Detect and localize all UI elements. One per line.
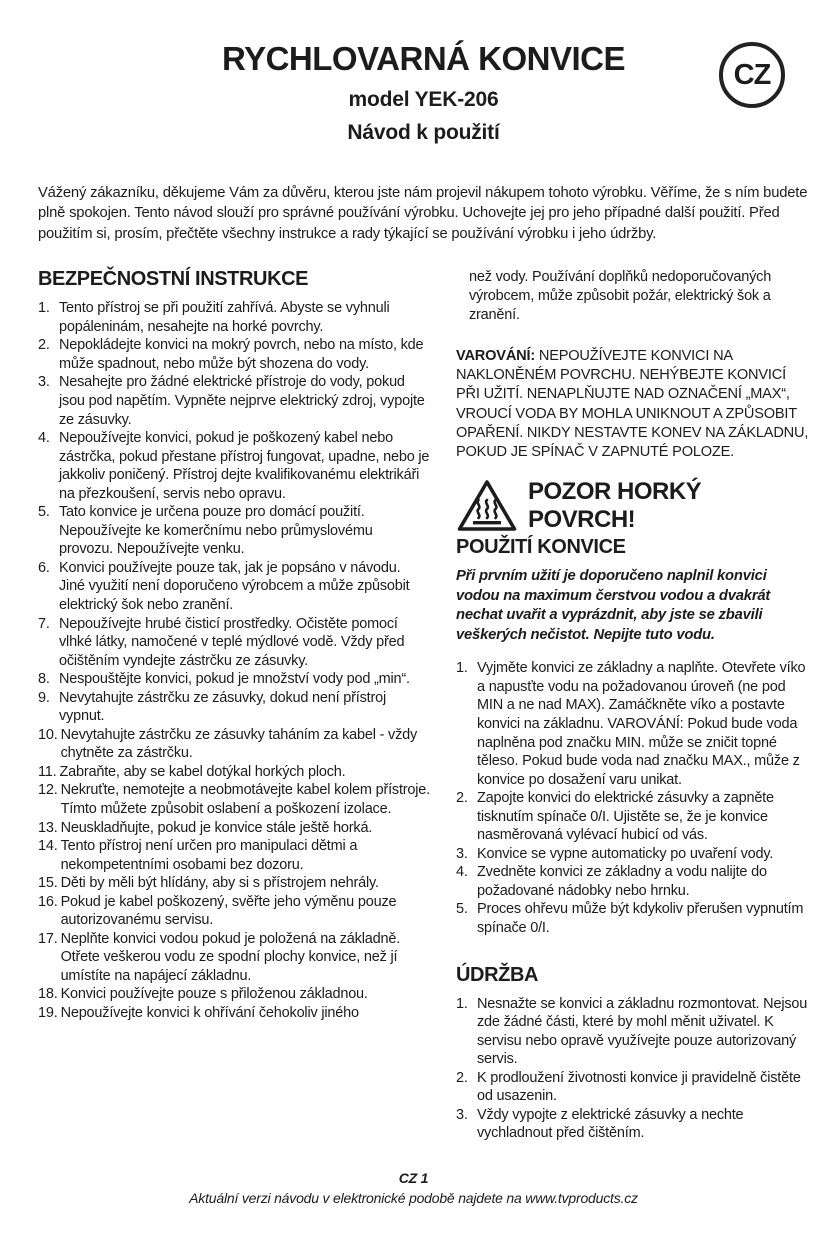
usage-list (456, 659, 809, 937)
item-number: 17. (38, 930, 58, 947)
item-number: 8. (38, 671, 50, 688)
list-item (38, 689, 430, 726)
item-number: 19. (38, 1005, 58, 1021)
item-text: Vyjměte konvici ze základny a naplňte. Otevřete víko a napusťte vodu na požadovanou úroveň (ne pod MIN a ne nad MAX). Zamáčkněte víko a postavte konvici na základnu. VAROVÁNÍ: Pokud bude voda naplněna pod značku MIN. může se zničit topné těleso. Pokud bude voda nad značku MAX., může z konvice po dosažení varu unikat. (477, 660, 806, 788)
item-text: Nevytahujte zástrčku ze zásuvky taháním za kabel - vždy chytněte za zástrčku. (60, 726, 418, 762)
item-text: Tento přístroj není určen pro manipulaci dětmi a nekompetentními osobami bez dozoru. (60, 838, 358, 873)
item-number: 6. (38, 559, 50, 576)
list-item (38, 893, 430, 930)
safety-heading: BEZPEČNOSTNÍ INSTRUKCE (38, 268, 309, 291)
item-text: Děti by měli být hlídány, aby si s přístrojem nehrály. (60, 875, 379, 892)
item-text: Nepoužívejte hrubé čisticí prostředky. Očistěte pomocí vlhké látky, namočené v teplé mýdlové vodě. Vždy před očištěním vyndejte zástrčku ze zásuvky. (59, 615, 405, 669)
list-item (38, 781, 430, 818)
item-number: 14. (38, 838, 58, 855)
warning-paragraph (456, 347, 809, 463)
list-item (38, 615, 430, 671)
item-number: 1. (456, 660, 468, 677)
model-subtitle: model YEK-206 (348, 88, 499, 111)
item-text: Nekruťte, nemotejte a neobmotávejte kabel kolem přístroje. Tímto můžete způsobit oslabení a poškození izolace. (60, 782, 430, 817)
hot-surface-heading: POZOR HORKÝ POVRCH! (528, 478, 702, 534)
item-number: 2. (456, 790, 468, 807)
list-item (38, 726, 430, 763)
item-text: Vždy vypojte z elektrické zásuvky a nechte vychladnout před čištěním. (477, 1106, 744, 1142)
list-item (456, 789, 809, 845)
safety-list (38, 299, 430, 1022)
item-text: Tato konvice je určena pouze pro domácí použití. Nepoužívejte ke komerčnímu nebo průmyslovému provozu. Nepoužívejte venku. (59, 504, 373, 558)
item-number: 15. (38, 875, 58, 892)
hot-surface-warning-icon (456, 478, 518, 534)
item-text: Zvedněte konvici ze základny a vodu nalijte do požadované nádobky nebo hrnku. (477, 864, 767, 899)
right-column (456, 268, 809, 1143)
list-item (38, 874, 430, 893)
item-number: 18. (38, 986, 58, 1003)
item-number: 9. (38, 689, 50, 706)
list-item (38, 763, 430, 782)
item-number: 16. (38, 893, 58, 910)
list-item (456, 863, 809, 900)
item-text: Pokud je kabel poškozený, svěřte jeho výměnu pouze autorizovanému servisu. (60, 893, 397, 929)
list-item (38, 429, 430, 503)
item-text: Konvice se vypne automaticky po uvaření vody. (477, 845, 774, 862)
item-text: Nepokládejte konvici na mokrý povrch, nebo na místo, kde může spadnout, nebo může být shozena do vody. (59, 337, 424, 372)
list-item (38, 1004, 430, 1023)
item-text: Nevytahujte zástrčku ze zásuvky, dokud není přístroj vypnut. (59, 689, 387, 725)
item-number: 11. (38, 763, 57, 780)
item-number: 7. (38, 615, 50, 632)
item-number: 13. (38, 819, 58, 836)
item-number: 1. (456, 995, 468, 1012)
item-text: Nespouštějte konvici, pokud je množství vody pod „min“. (59, 671, 410, 688)
header (38, 40, 809, 145)
hot-surface-warning (456, 478, 809, 534)
maintenance-heading: ÚDRŽBA (456, 963, 539, 986)
list-item (38, 930, 430, 986)
continuation-paragraph: než vody. Používání doplňků nedoporučovaných výrobcem, může způsobit požár, elektrický šok a zranění. (469, 269, 772, 323)
item-text: Nepoužívejte konvici, pokud je poškozený kabel nebo zástrčka, pokud přestane přístroj fungovat, upadne, nebo je jakkoliv poničený. Přístroj dejte kvalifikovanému elektrikáři na přezkoušení, servis nebo opravu. (59, 430, 430, 502)
warning-text: NEPOUŽÍVEJTE KONVICI NA NAKLONĚNÉM POVRCHU. NEHÝBEJTE KONVICÍ PŘI UŽITÍ. NENAPLŇUJTE NAD OZNAČENÍ „MAX“, VROUCÍ VODA BY MOHLA UNIKNOUT A ZPŮSOBIT OPAŘENÍ. NIKDY NESTAVTE KONEV NA ZÁKLADNU, POKUD JE SPÍNAČ V ZAPNUTÉ POLOZE. (456, 347, 809, 460)
item-number: 4. (456, 864, 468, 881)
cz-badge-label: CZ (733, 58, 771, 91)
footer (0, 1168, 827, 1209)
list-item (38, 559, 430, 615)
item-number: 3. (456, 1106, 468, 1123)
item-text: Zabraňte, aby se kabel dotýkal horkých ploch. (59, 763, 346, 780)
left-column (38, 268, 430, 1143)
usage-note: Při prvním užití je doporučeno naplnil konvici vodou na maximum čerstvou vodou a dvakrát nechat uvařit a vyprázdnit, aby jste se zbavili veškerých nečistot. Nepijte tuto vodu. (456, 568, 771, 643)
list-item (38, 670, 430, 689)
item-text: Konvici používejte pouze tak, jak je popsáno v návodu. Jiné využití není doporučeno výrobcem a může způsobit elektrický šok nebo zranění. (59, 559, 410, 613)
item-text: Zapojte konvici do elektrické zásuvky a zapněte tisknutím spínače 0/I. Ujistěte se, že je konvice nasměrovaná vylévací hubicí od vás. (477, 790, 774, 844)
footer-note: Aktuální verzi návodu v elektronické podobě najdete na www.tvproducts.cz (189, 1190, 638, 1207)
item-text: Nesahejte pro žádné elektrické přístroje do vody, pokud jsou pod napětím. Vypněte nejprve elektrický zdroj, vypojte ze zásuvky. (59, 374, 425, 428)
page-title: RYCHLOVARNÁ KONVICE (221, 40, 626, 77)
list-item (38, 819, 430, 838)
item-number: 3. (456, 845, 468, 862)
item-number: 10. (38, 726, 58, 743)
cz-badge (719, 42, 785, 108)
list-item (456, 1069, 809, 1106)
item-text: Neplňte konvici vodou pokud je položená na základně. Otřete veškerou vodu ze spodní plochy konvice, než jí umístíte na napájecí základnu. (60, 930, 401, 984)
item-text: Proces ohřevu může být kdykoliv přerušen vypnutím spínače 0/I. (477, 901, 804, 937)
item-number: 5. (38, 504, 50, 521)
list-item (38, 837, 430, 874)
item-text: Neuskladňujte, pokud je konvice stále ještě horká. (60, 819, 373, 836)
intro-paragraph: Vážený zákazníku, děkujeme Vám za důvěru, kterou jste nám projevil nákupem tohoto výrobku. Věříme, že s ním budete plně spokojen. Tento návod slouží pro správné používání výrobku. Uchovejte jej pro jeho případné další použití. Před použitím si, prosím, přečtěte všechny instrukce a rady týkající se používání výrobku i jeho údržby. (38, 185, 808, 242)
list-item (38, 503, 430, 559)
item-text: Konvici používejte pouze s přiloženou základnou. (60, 986, 368, 1003)
warning-label: VAROVÁNÍ: (456, 347, 536, 364)
content-columns (38, 268, 809, 1143)
item-text: Tento přístroj se při použití zahřívá. Abyste se vyhnuli popáleninám, nesahejte na horké povrchy. (59, 300, 390, 335)
list-item (38, 985, 430, 1004)
page-number: CZ 1 (398, 1170, 429, 1186)
list-item (456, 1106, 809, 1143)
item-number: 2. (38, 337, 50, 354)
item-text: Nepoužívejte konvici k ohřívání čehokoliv jiného (60, 1005, 359, 1021)
usage-section (456, 536, 809, 937)
list-item (38, 373, 430, 429)
item-text: Nesnažte se konvici a základnu rozmontovat. Nejsou zde žádné části, které by mohl měnit uživatel. K servisu nebo opravě využívejte pouze autorizovaný servis. (477, 995, 808, 1068)
item-number: 12. (38, 782, 58, 799)
item-number: 4. (38, 430, 50, 447)
usage-heading: POUŽITÍ KONVICE (456, 536, 626, 559)
list-item (456, 845, 809, 864)
list-item (38, 299, 430, 336)
item-number: 5. (456, 901, 468, 918)
item-number: 2. (456, 1069, 468, 1086)
item-number: 1. (38, 300, 50, 317)
list-item (456, 659, 809, 789)
list-item (456, 995, 809, 1069)
item-number: 3. (38, 374, 50, 391)
usage-subtitle: Návod k použití (347, 121, 500, 144)
item-text: K prodloužení životnosti konvice ji pravidelně čistěte od usazenin. (477, 1069, 801, 1105)
list-item (456, 900, 809, 937)
list-item (38, 336, 430, 373)
maintenance-list (456, 995, 809, 1143)
maintenance-section (456, 964, 809, 1143)
